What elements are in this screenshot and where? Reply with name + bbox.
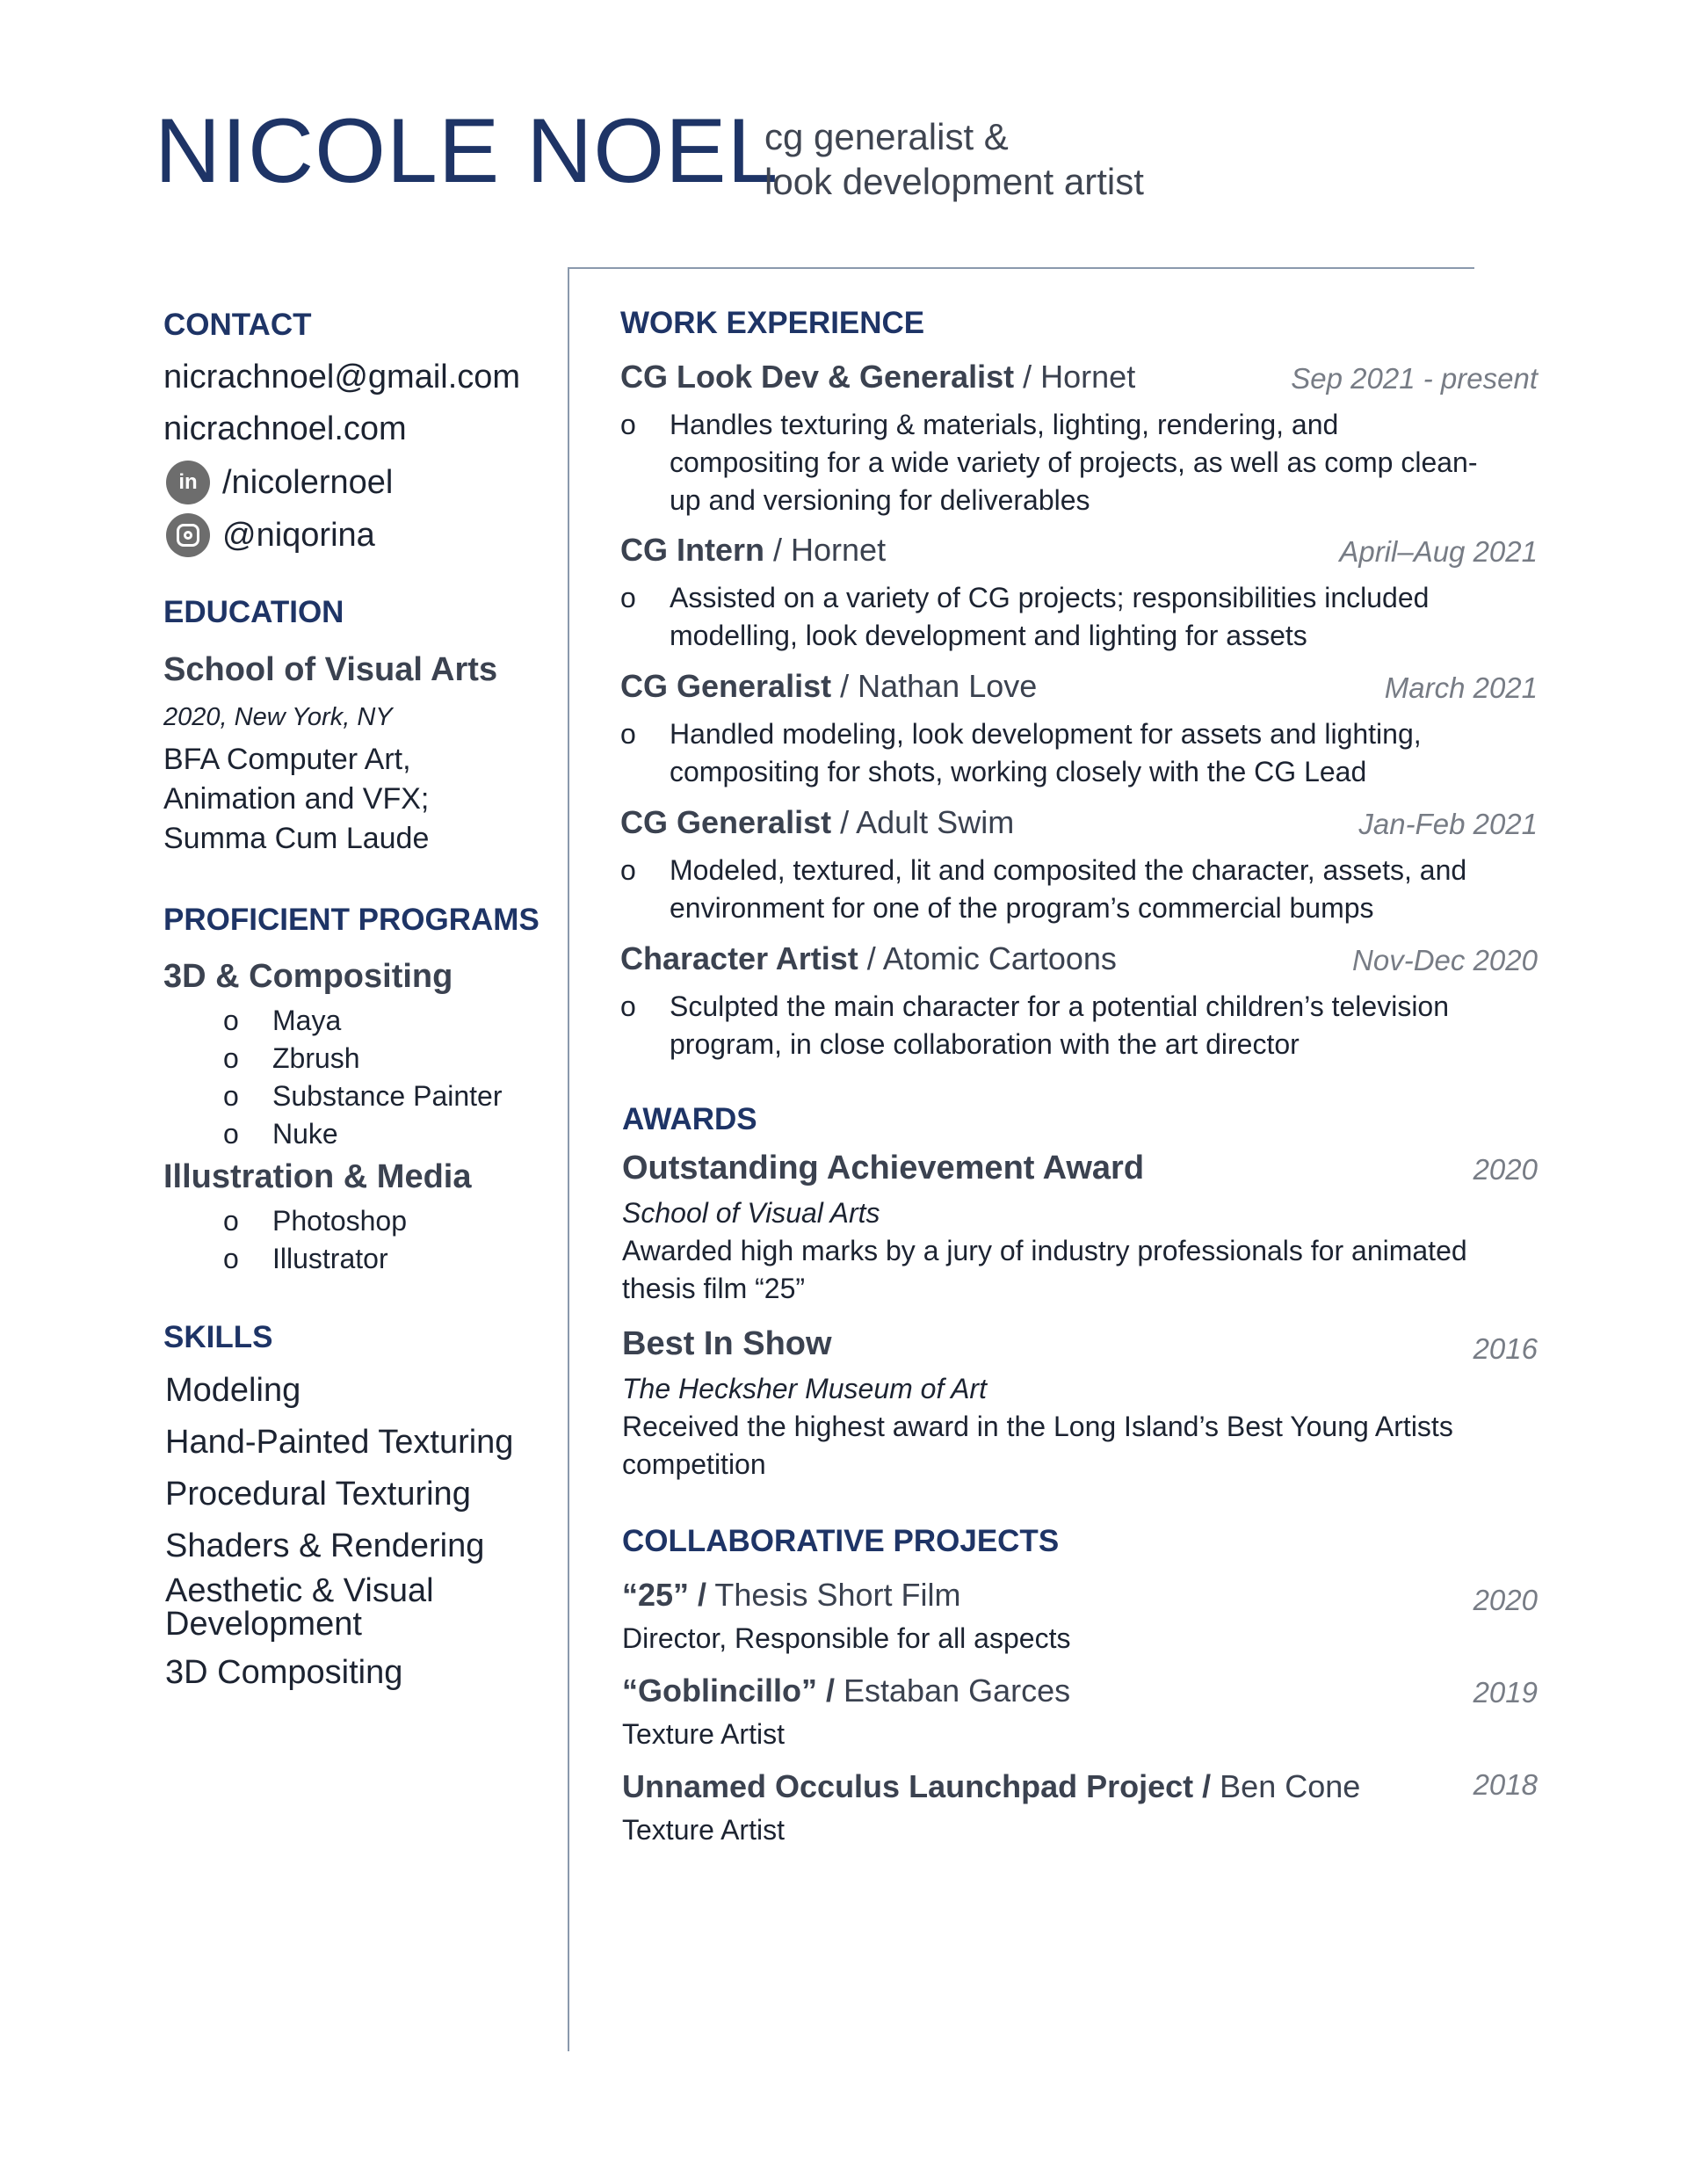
list-item: o Substance Painter [223, 1080, 503, 1112]
job-title: CG Generalist / Adult Swim [620, 804, 1015, 840]
linkedin-handle[interactable]: /nicolernoel [222, 463, 394, 501]
job-date: March 2021 [1384, 671, 1538, 704]
job-description: o Sculpted the main character for a potential children’s television program, in close collaboration with the art director [620, 990, 1450, 1060]
project-title: “25” / Thesis Short Film [622, 1577, 961, 1613]
award-organization: School of Visual Arts [622, 1197, 880, 1229]
job-title: CG Generalist / Nathan Love [620, 668, 1038, 704]
skill-item: Modeling [165, 1372, 301, 1409]
programs-heading: PROFICIENT PROGRAMS [163, 903, 539, 937]
list-item: o Illustrator [223, 1243, 388, 1274]
award-year: 2020 [1473, 1153, 1538, 1186]
project-year: 2020 [1473, 1584, 1538, 1616]
contact-email[interactable]: nicrachnoel@gmail.com [163, 359, 521, 395]
education-degree [163, 740, 429, 859]
award-description: Received the highest award in the Long Island’s Best Young Artists competition [622, 1411, 1453, 1480]
skills-heading: SKILLS [163, 1320, 273, 1354]
subtitle-line-2: look development artist [764, 161, 1144, 202]
skill-item: Hand-Painted Texturing [165, 1424, 514, 1461]
job-date: April–Aug 2021 [1339, 535, 1538, 568]
award-year: 2016 [1473, 1332, 1538, 1365]
subtitle-line-1: cg generalist & [764, 116, 1009, 157]
project-year: 2019 [1473, 1676, 1538, 1709]
job-title: CG Look Dev & Generalist / Hornet [620, 359, 1136, 395]
project-role: Director, Responsible for all aspects [622, 1622, 1071, 1654]
skill-item: Procedural Texturing [165, 1476, 471, 1513]
contact-website[interactable]: nicrachnoel.com [163, 410, 407, 447]
awards-heading: AWARDS [622, 1102, 757, 1136]
instagram-icon [166, 513, 210, 557]
list-item: o Photoshop [223, 1205, 408, 1237]
project-title: “Goblincillo” / Estaban Garces [622, 1672, 1071, 1709]
projects-heading: COLLABORATIVE PROJECTS [622, 1524, 1060, 1558]
programs-group-illustration: Illustration & Media [163, 1158, 472, 1195]
project-year: 2018 [1473, 1768, 1538, 1801]
job-date: Jan-Feb 2021 [1358, 808, 1538, 840]
resume-subtitle [764, 114, 1144, 204]
skill-item: Aesthetic & Visual [165, 1572, 434, 1609]
programs-group-3d: 3D & Compositing [163, 958, 453, 995]
instagram-handle[interactable]: @niqorina [222, 516, 375, 554]
degree-line-2: Animation and VFX; [163, 782, 430, 816]
job-date: Sep 2021 - present [1291, 362, 1538, 395]
top-divider [569, 267, 1474, 269]
skill-item: Development [165, 1606, 362, 1643]
education-heading: EDUCATION [163, 595, 344, 629]
project-role: Texture Artist [622, 1814, 785, 1846]
project-title: Unnamed Occulus Launchpad Project / Ben Cone [622, 1768, 1361, 1804]
job-title: Character Artist / Atomic Cartoons [620, 940, 1117, 976]
linkedin-icon: in [166, 461, 210, 504]
column-divider [568, 267, 569, 2051]
award-organization: The Hecksher Museum of Art [622, 1373, 987, 1404]
project-role: Texture Artist [622, 1718, 785, 1750]
programs-list-illustration [163, 1202, 407, 1278]
linkedin-row[interactable] [166, 461, 393, 504]
resume-name: NICOLE NOEL [155, 100, 779, 202]
job-date: Nov-Dec 2020 [1352, 944, 1538, 976]
instagram-row[interactable] [166, 513, 375, 557]
skill-item: Shaders & Rendering [165, 1527, 485, 1564]
education-year-location: 2020, New York, NY [163, 703, 393, 731]
skill-item: 3D Compositing [165, 1654, 403, 1691]
degree-line-3: Summa Cum Laude [163, 822, 430, 855]
education-school: School of Visual Arts [163, 651, 498, 688]
award-description: Awarded high marks by a jury of industry professionals for animated thesis film “25” [622, 1235, 1467, 1304]
list-item: o Zbrush [223, 1042, 360, 1074]
list-item: o Nuke [223, 1118, 338, 1150]
job-title: CG Intern / Hornet [620, 532, 887, 568]
list-item: o Maya [223, 1005, 342, 1036]
job-description: o Assisted on a variety of CG projects; responsibilities included modelling, look development and lighting for assets [620, 582, 1430, 651]
work-heading: WORK EXPERIENCE [620, 306, 925, 340]
job-description: o Modeled, textured, lit and composited the character, assets, and environment for one of the program’s commercial bumps [620, 854, 1467, 924]
programs-list-3d [163, 1002, 503, 1153]
award-title: Outstanding Achievement Award [622, 1150, 1145, 1186]
contact-heading: CONTACT [163, 308, 312, 342]
degree-line-1: BFA Computer Art, [163, 743, 411, 776]
job-description: o Handles texturing & materials, lighting, rendering, and compositing for a wide variety of projects, as well as comp clean-up and versioning for deliverables [620, 409, 1478, 516]
job-description: o Handled modeling, look development for assets and lighting, compositing for shots, working closely with the CG Lead [620, 718, 1422, 787]
award-title: Best In Show [622, 1325, 832, 1362]
